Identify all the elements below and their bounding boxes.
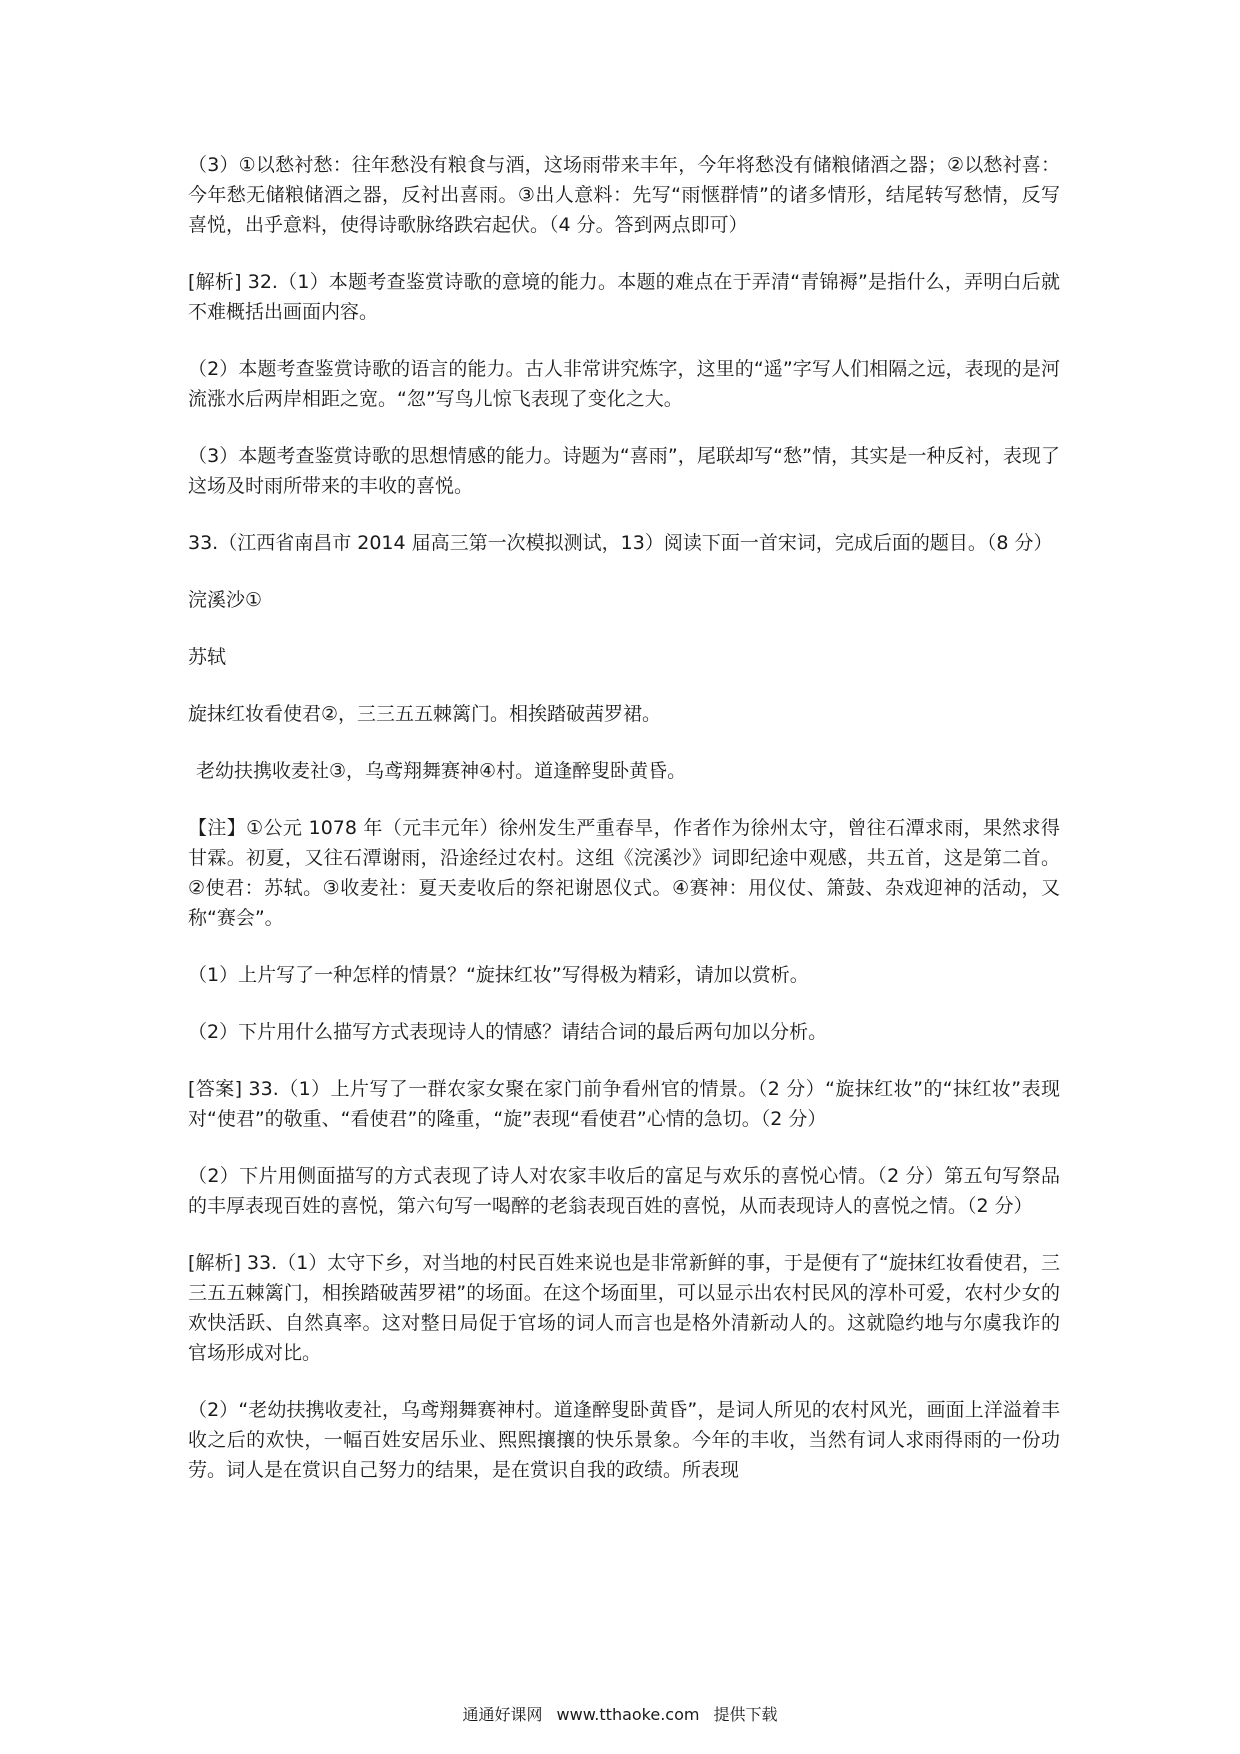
question-33-2: （2）下片用什么描写方式表现诗人的情感？请结合词的最后两句加以分析。 <box>188 1021 828 1043</box>
analysis-32-part2: （2）本题考查鉴赏诗歌的语言的能力。古人非常讲究炼字，这里的“遥”字写人们相隔之远，表现的是河流涨水后两岸相距之宽。“忽”写鸟儿惊飞表现了变化之大。 <box>188 358 1060 410</box>
question-33-1: （1）上片写了一种怎样的情景？“旋抹红妆”写得极为精彩，请加以赏析。 <box>188 964 809 986</box>
poem-title: 浣溪沙① <box>188 589 263 611</box>
footer-url[interactable]: www.tthaoke.com <box>556 1705 700 1724</box>
question-33-intro: 33.（江西省南昌市 2014 届高三第一次模拟测试，13）阅读下面一首宋词，完成后面的题目。（8 分） <box>188 532 1053 554</box>
answer-33-part2: （2）下片用侧面描写的方式表现了诗人对农家丰收后的富足与欢乐的喜悦心情。（2 分）第五句写祭品的丰厚表现百姓的喜悦，第六句写一喝醉的老翁表现百姓的喜悦，从而表现诗人的喜悦之情。（2 分） <box>188 1165 1060 1217</box>
answer-32-part3: （3）①以愁衬愁：往年愁没有粮食与酒，这场雨带来丰年，今年将愁没有储粮储酒之器；②以愁衬喜：今年愁无储粮储酒之器，反衬出喜雨。③出人意料：先写“雨惬群情”的诸多情形，结尾转写愁情，反写喜悦，出乎意料，使得诗歌脉络跌宕起伏。（4 分。答到两点即可） <box>188 154 1060 236</box>
document-page <box>188 150 1060 1512</box>
analysis-32-part1: [解析] 32.（1）本题考查鉴赏诗歌的意境的能力。本题的难点在于弄清“青锦褥”是指什么，弄明白后就不难概括出画面内容。 <box>188 271 1060 323</box>
answer-33-part1: [答案] 33.（1）上片写了一群农家女聚在家门前争看州官的情景。（2 分）“旋抹红妆”的“抹红妆”表现对“使君”的敬重、“看使君”的隆重，“旋”表现“看使君”心情的急切。（2 分） <box>188 1078 1060 1130</box>
poem-line-1: 旋抹红妆看使君②，三三五五棘篱门。相挨踏破茜罗裙。 <box>188 703 662 725</box>
poem-notes: 【注】①公元 1078 年（元丰元年）徐州发生严重春旱，作者作为徐州太守，曾往石潭求雨，果然求得甘霖。初夏，又往石潭谢雨，沿途经过农村。这组《浣溪沙》词即纪途中观感，共五首，这是第二首。②使君：苏轼。③收麦社：夏天麦收后的祭祀谢恩仪式。④赛神：用仪仗、箫鼓、杂戏迎神的活动，又称“赛会”。 <box>188 817 1060 929</box>
footer-site-name: 通通好课网 <box>462 1705 543 1724</box>
analysis-33-part2: （2）“老幼扶携收麦社，乌鸢翔舞赛神村。道逢醉叟卧黄昏”，是词人所见的农村风光，画面上洋溢着丰收之后的欢快，一幅百姓安居乐业、熙熙攘攘的快乐景象。今年的丰收，当然有词人求雨得雨的一份功劳。词人是在赏识自己努力的结果，是在赏识自我的政绩。所表现 <box>188 1399 1060 1481</box>
page-footer <box>0 1705 1240 1725</box>
footer-suffix: 提供下载 <box>713 1705 778 1724</box>
analysis-33-part1: [解析] 33.（1）太守下乡，对当地的村民百姓来说也是非常新鲜的事，于是便有了“旋抹红妆看使君，三三五五棘篱门，相挨踏破茜罗裙”的场面。在这个场面里，可以显示出农村民风的淳朴可爱，农村少女的欢快活跃、自然真率。这对整日局促于官场的词人而言也是格外清新动人的。这就隐约地与尔虞我诈的官场形成对比。 <box>188 1252 1060 1364</box>
analysis-32-part3: （3）本题考查鉴赏诗歌的思想情感的能力。诗题为“喜雨”，尾联却写“愁”情，其实是一种反衬，表现了这场及时雨所带来的丰收的喜悦。 <box>188 445 1060 497</box>
poem-line-2: 老幼扶携收麦社③，乌鸢翔舞赛神④村。道逢醉叟卧黄昏。 <box>196 760 687 782</box>
poem-author: 苏轼 <box>188 646 227 668</box>
